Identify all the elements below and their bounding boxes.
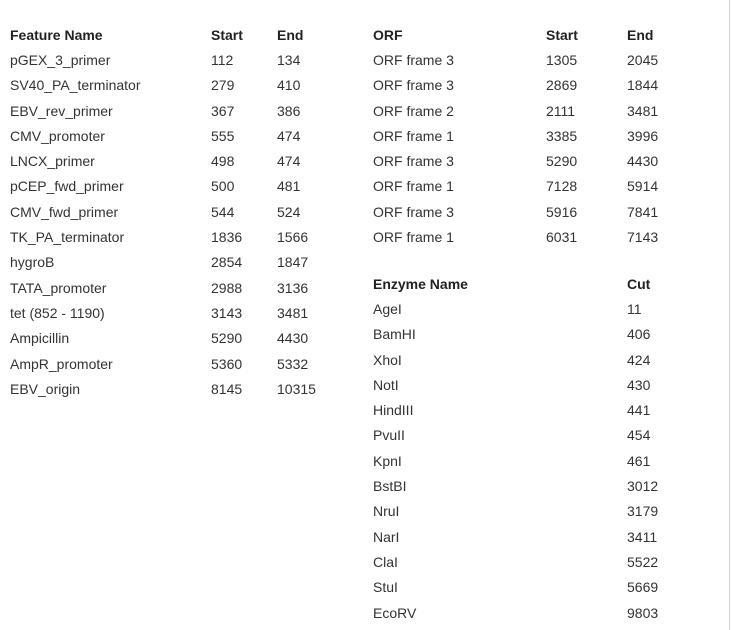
table-cell: ORF frame 2	[373, 102, 454, 119]
table-cell: KpnI	[373, 452, 402, 469]
table-row	[373, 347, 687, 372]
table-cell: 5669	[627, 579, 659, 596]
table-cell: NotI	[373, 376, 399, 393]
table-row	[373, 199, 687, 224]
table-row	[373, 473, 687, 498]
table-cell: 555	[211, 127, 235, 144]
table-cell: 1844	[627, 77, 659, 94]
table-cell: pGEX_3_primer	[10, 51, 111, 68]
table-row	[373, 174, 687, 199]
table-cell: ORF frame 3	[373, 77, 454, 94]
table-cell: 424	[627, 351, 651, 368]
table-row	[10, 123, 337, 148]
table-cell: ORF frame 1	[373, 178, 454, 195]
table-cell: TATA_promoter	[10, 279, 107, 296]
column-header: Cut	[627, 275, 651, 292]
table-cell: 1847	[277, 254, 309, 271]
table-cell: tet (852 - 1190)	[10, 304, 105, 321]
table-cell: 454	[627, 427, 651, 444]
table-cell: hygroB	[10, 254, 55, 271]
table-row	[373, 524, 687, 549]
table-row	[373, 224, 687, 249]
table-cell: 6031	[546, 229, 578, 246]
enzyme-table	[373, 271, 687, 625]
orf-table	[373, 22, 687, 250]
column-header: End	[277, 26, 304, 43]
table-cell: CMV_fwd_primer	[10, 203, 119, 220]
table-header-row	[10, 22, 337, 47]
table-row	[373, 73, 687, 98]
table-cell: 5332	[277, 355, 309, 372]
table-cell: 461	[627, 452, 651, 469]
table-cell: 441	[627, 402, 651, 419]
table-cell: 544	[211, 203, 235, 220]
table-cell: 2869	[546, 77, 578, 94]
table-cell: 5522	[627, 553, 659, 570]
table-cell: pCEP_fwd_primer	[10, 178, 124, 195]
column-header: Start	[211, 26, 243, 43]
table-cell: 500	[211, 178, 235, 195]
table-row	[10, 98, 337, 123]
table-cell: 5290	[546, 153, 578, 170]
column-header: ORF	[373, 26, 403, 43]
table-cell: 474	[277, 127, 301, 144]
table-cell: SV40_PA_terminator	[10, 77, 141, 94]
table-row	[373, 123, 687, 148]
table-cell: EBV_origin	[10, 380, 81, 397]
table-cell: 7128	[546, 178, 578, 195]
table-cell: 386	[277, 102, 301, 119]
table-cell: PvuII	[373, 427, 405, 444]
table-row	[373, 575, 687, 600]
table-cell: 7143	[627, 229, 659, 246]
table-row	[373, 98, 687, 123]
table-row	[373, 448, 687, 473]
table-cell: BstBI	[373, 478, 407, 495]
table-cell: 3143	[211, 304, 243, 321]
table-cell: HindIII	[373, 402, 414, 419]
table-row	[373, 296, 687, 321]
table-cell: 2045	[627, 51, 659, 68]
table-row	[10, 326, 337, 351]
table-cell: Ampicillin	[10, 330, 70, 347]
table-row	[10, 73, 337, 98]
table-cell: ORF frame 3	[373, 153, 454, 170]
table-header-row	[373, 22, 687, 47]
table-cell: 11	[627, 300, 642, 317]
table-row	[10, 47, 337, 72]
table-row	[373, 397, 687, 422]
table-cell: 410	[277, 77, 301, 94]
table-row	[373, 148, 687, 173]
table-row	[373, 322, 687, 347]
table-cell: 367	[211, 102, 235, 119]
table-cell: 1566	[277, 229, 309, 246]
table-row	[10, 174, 337, 199]
table-cell: 1836	[211, 229, 243, 246]
table-cell: 7841	[627, 203, 659, 220]
table-cell: 2988	[211, 279, 243, 296]
table-cell: 3012	[627, 478, 659, 495]
table-cell: 112	[211, 51, 234, 68]
table-row	[10, 148, 337, 173]
feature-table	[10, 22, 337, 401]
table-cell: NarI	[373, 528, 400, 545]
table-cell: ORF frame 1	[373, 229, 454, 246]
table-cell: XhoI	[373, 351, 402, 368]
table-cell: StuI	[373, 579, 398, 596]
table-row	[373, 549, 687, 574]
table-cell: LNCX_primer	[10, 153, 95, 170]
table-cell: 430	[627, 376, 651, 393]
table-cell: AmpR_promoter	[10, 355, 113, 372]
table-cell: 3996	[627, 127, 659, 144]
table-cell: 5914	[627, 178, 659, 195]
table-cell: 5916	[546, 203, 578, 220]
table-row	[10, 224, 337, 249]
column-header: End	[627, 26, 654, 43]
table-cell: ORF frame 3	[373, 51, 454, 68]
table-cell: 4430	[627, 153, 659, 170]
table-cell: 406	[627, 326, 651, 343]
table-cell: 134	[277, 51, 301, 68]
table-cell: 3481	[627, 102, 659, 119]
table-cell: 524	[277, 203, 301, 220]
table-cell: 3481	[277, 304, 309, 321]
table-cell: 474	[277, 153, 301, 170]
column-header: Enzyme Name	[373, 275, 468, 292]
table-cell: 8145	[211, 380, 243, 397]
table-cell: NruI	[373, 503, 400, 520]
table-cell: ORF frame 3	[373, 203, 454, 220]
table-cell: 5290	[211, 330, 243, 347]
table-row	[10, 351, 337, 376]
column-header: Start	[546, 26, 578, 43]
table-cell: CMV_promoter	[10, 127, 105, 144]
table-cell: 3179	[627, 503, 659, 520]
table-cell: 3136	[277, 279, 309, 296]
table-row	[10, 376, 337, 401]
table-cell: 1305	[546, 51, 578, 68]
table-cell: 4430	[277, 330, 309, 347]
table-cell: EcoRV	[373, 604, 417, 621]
table-row	[373, 423, 687, 448]
table-cell: EBV_rev_primer	[10, 102, 113, 119]
table-row	[373, 600, 687, 625]
table-cell: 2111	[546, 102, 576, 119]
table-cell: 3411	[627, 528, 658, 545]
table-cell: ORF frame 1	[373, 127, 454, 144]
table-header-row	[373, 271, 687, 296]
table-row	[373, 372, 687, 397]
table-cell: 9803	[627, 604, 659, 621]
table-cell: AgeI	[373, 300, 402, 317]
table-cell: 498	[211, 153, 235, 170]
table-cell: 481	[277, 178, 301, 195]
table-cell: 10315	[277, 380, 316, 397]
table-cell: 279	[211, 77, 235, 94]
table-cell: 2854	[211, 254, 243, 271]
table-cell: 3385	[546, 127, 578, 144]
table-cell: ClaI	[373, 553, 398, 570]
column-header: Feature Name	[10, 26, 103, 43]
table-row	[10, 300, 337, 325]
table-row	[373, 499, 687, 524]
table-cell: TK_PA_terminator	[10, 229, 125, 246]
table-row	[10, 275, 337, 300]
table-cell: BamHI	[373, 326, 416, 343]
table-row	[10, 250, 337, 275]
table-row	[373, 47, 687, 72]
table-cell: 5360	[211, 355, 243, 372]
table-row	[10, 199, 337, 224]
